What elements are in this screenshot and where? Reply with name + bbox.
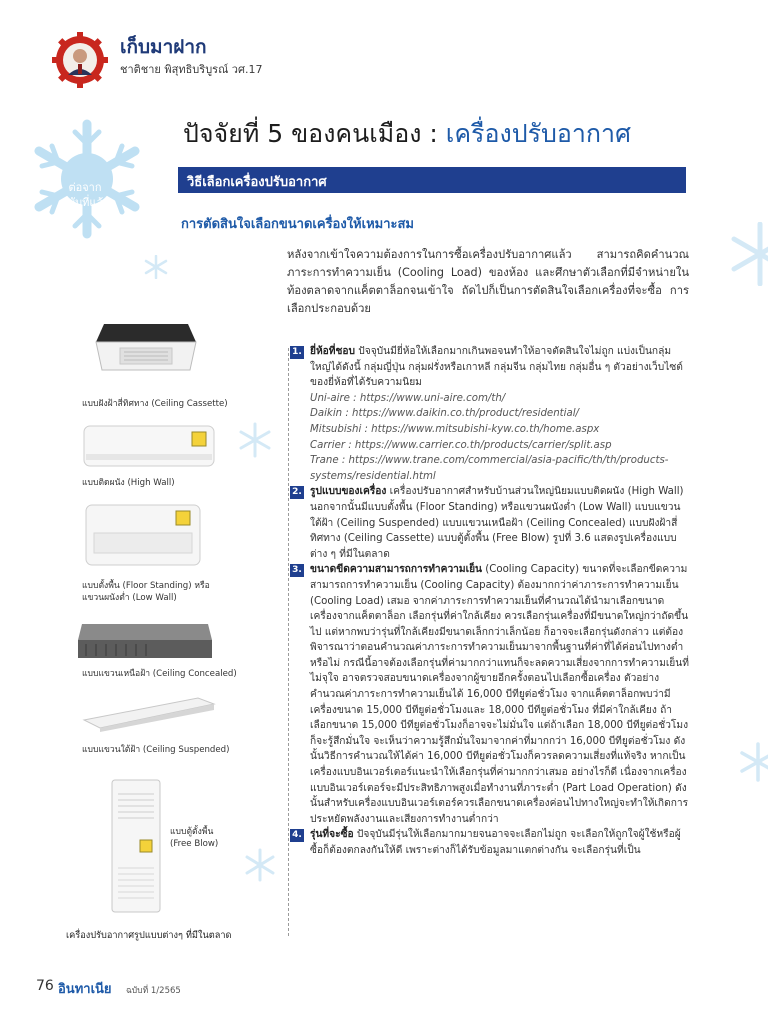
brand-link[interactable]: Mitsubishi : https://www.mitsubishi-kyw.co.th/home.aspx — [310, 423, 600, 435]
item-heading: รุ่นที่จะซื้อ — [310, 829, 354, 841]
snowflake-icon — [730, 222, 768, 286]
intro-paragraph: หลังจากเข้าใจความต้องการในการซื้อเครื่องปรับอากาศแล้ว สามารถคิดคำนวณภาระการทำความเย็น (Cooling Load) ของห้อง และศึกษาตัวเลือกที่มีจำหน่ายในท้องตลาดจากแค็ตตาล็อกจนเข้าใจ ถัดไปก็เป็นการตัดสินใจเลือกเครื่องที่จะซื้อ การเลือกประกอบด้วย — [287, 248, 689, 315]
ceiling-cassette-image — [90, 318, 202, 382]
page-title — [183, 114, 631, 154]
page-number: 76 — [36, 978, 54, 994]
unit-caption: แบบตู้ตั้งพื้น (Free Blow) — [170, 827, 219, 849]
item-text: ปัจจุบันมีรุ่นให้เลือกมากมายจนอาจจะเลือกไม่ถูก จะเลือกให้ถูกใจผู้ใช้หรือผู้ซื้อก็ต้องตกลงกันให้ดี เพราะต่างก็ได้รับข้อมูลมาแตกต่างกัน จะเลือกรุ่นที่เป็น — [310, 829, 681, 856]
ceiling-concealed-image — [76, 620, 216, 662]
avatar — [73, 49, 87, 63]
title-main: ปัจจัยที่ 5 ของคนเมือง : — [183, 119, 446, 148]
column-name: เก็บมาฝาก — [120, 36, 207, 58]
list-item — [290, 484, 690, 562]
issue-number: ฉบับที่ 1/2565 — [126, 986, 181, 996]
snowflake-icon — [28, 118, 146, 240]
ceiling-suspended-image — [78, 694, 218, 734]
snowflake-icon — [738, 742, 768, 782]
magazine-name: อินทาเนีย — [58, 982, 112, 997]
item-heading: รูปแบบของเครื่อง — [310, 486, 387, 498]
item-number: 2. — [290, 486, 304, 499]
snowflake-icon — [244, 848, 276, 882]
brand-link[interactable]: Carrier : https://www.carrier.co.th/products/carrier/split.asp — [310, 439, 612, 451]
author-name: ชาติชาย พิสุทธิบริบูรณ์ วศ.17 — [120, 63, 263, 76]
brand-link[interactable]: Trane : https://www.trane.com/commercial/asia-pacific/th/th/products-systems/residential.html — [310, 455, 669, 482]
item-text: (Cooling Capacity) ขนาดที่จะเลือกขีดความสามารถการทำความเย็น (Cooling Capacity) ต้องมากกว่าค่าภาระการทำความเย็น (Cooling Load) เสมอ จากค่าภาระการทำความเย็นที่คำนวณได้นำมาเลือกขนาดเครื่องจากแค็ตตาล็อก เลือกรุ่นที่ค่าใกล้เคียง ควรเลือกรุ่นเครื่องที่มีขนาดใหญ่กว่าถัดขึ้นไป แต่หากพบว่ารุ่นที่ใกล้เคียงมีขนาดเล็กกว่าเล็กน้อย ก็อาจจะเลือกรุ่นดังกล่าว แต่ต้องพิจารณาว่าตอนคำนวณค่าภาระการทำความเย็นมาจากพื้นฐานที่ค่าที่ได้ค่อนไปทางต่ำหรือไม่ กรณีนี้อาจต้องเลือกรุ่นที่ค่ามากกว่าแทนก็จะลดความเสี่ยงจากการทำความเย็นที่ไม่จุใจ อาจตรวจสอบขนาดเครื่องจากผู้ขายอีกครั้งตอนไปเลือกซื้อเครื่อง ตัวอย่างคำนวณค่าภาระการทำความเย็นได้ 16,000 บีทียูต่อชั่วโมง จากแค็ตตาล็อกพบว่ามีเครื่องขนาด 15,000 บีทียูต่อชั่วโมงและ 18,000 บีทียูต่อชั่วโมง ที่มีค่าใกล้เคียง ถ้าเลือกขนาด 15,000 บีทียูต่อชั่วโมงก็อาจจะไม่มั่นใจ แต่ถ้าเลือก 18,000 บีทียูต่อชั่วโมงก็จะรู้สึกมั่นใจ จะเห็นว่าความรู้สึกมั่นใจมาจากค่าที่มากกว่า 16,000 บีทียูต่อชั่วโมง ดังนั้นวิธีการคำนวณให้ได้ค่า 16,000 บีทียูต่อชั่วโมงก็ควรลดความเสี่ยงที่แท้จริง หากเป็นเครื่องแบบอินเวอร์เตอร์แนะนำให้เลือกรุ่นที่ค่ามากกว่าเสมอ อย่างไรก็ดี เนื่องจากเครื่องแบบอินเวอร์เตอร์จะมีประสิทธิภาพสูงเมื่อทำงานที่ภาระต่ำ (Part Load Operation) ดังนั้นสำหรับเครื่องแบบอินเวอร์เตอร์ควรเลือกขนาดเครื่องค่อนไปทางใหญ่จะทำให้เกิดการประหยัดพลังงานและเสียงการทำงานต่ำกว่า — [310, 564, 689, 825]
snowflake-icon — [238, 422, 272, 458]
high-wall-image — [82, 424, 216, 470]
unit-caption: แบบตั้งพื้น (Floor Standing) หรือ แขวนผนังต่ำ (Low Wall) — [82, 581, 210, 603]
numbered-list — [290, 344, 690, 859]
item-text: ปัจจุบันมียี่ห้อให้เลือกมากเกินพอจนทำให้อาจตัดสินใจไม่ถูก แบ่งเป็นกลุ่มใหญ่ได้ดังนี้ กลุ่มญี่ปุ่น กลุ่มฝรั่งหรือเกาหลี กลุ่มจีน กลุ่มไทย กลุ่มอื่น ๆ ตัวอย่างเว็บไซต์ของยี่ห้อที่ได้รับความนิยม — [310, 346, 683, 389]
unit-caption: แบบแขวนเหนือฝ้า (Ceiling Concealed) — [82, 669, 237, 679]
list-item — [290, 344, 690, 484]
unit-caption: แบบติดผนัง (High Wall) — [82, 478, 175, 488]
item-text: เครื่องปรับอากาศสำหรับบ้านส่วนใหญ่นิยมแบบติดผนัง (High Wall) นอกจากนั้นมีแบบตั้งพื้น (Floor Standing) หรือแขวนผนังต่ำ (Low Wall) แบบแขวนใต้ฝ้า (Ceiling Suspended) แบบแขวนเหนือฝ้า (Ceiling Concealed) แบบฝังฝ้าสี่ทิศทาง (Ceiling Cassette) แบบตู้ตั้งพื้น (Free Blow) รูปที่ 3.6 แสดงรูปเครื่องแบบต่าง ๆ ที่มีในตลาด — [310, 486, 684, 560]
item-number: 3. — [290, 564, 304, 577]
item-heading: ขนาดขีดความสามารถการทำความเย็น — [310, 564, 483, 576]
unit-caption: แบบฝังฝ้าสี่ทิศทาง (Ceiling Cassette) — [82, 399, 228, 409]
title-sub: เครื่องปรับอากาศ — [445, 119, 631, 148]
floor-standing-image — [84, 503, 202, 569]
unit-caption: แบบแขวนใต้ฝ้า (Ceiling Suspended) — [82, 745, 230, 755]
subheading: การตัดสินใจเลือกขนาดเครื่องให้เหมาะสม — [181, 217, 414, 232]
brand-link[interactable]: Daikin : https://www.daikin.co.th/product/residential/ — [310, 408, 579, 420]
item-number: 4. — [290, 829, 304, 842]
item-number: 1. — [290, 346, 304, 359]
brand-link[interactable]: Uni-aire : https://www.uni-aire.com/th/ — [310, 392, 506, 404]
column-divider — [288, 348, 289, 936]
section-title: วิธีเลือกเครื่องปรับอากาศ — [187, 175, 327, 190]
snowflake-icon — [144, 255, 168, 279]
free-blow-image — [110, 778, 162, 914]
list-item — [290, 827, 690, 858]
figure-caption: เครื่องปรับอากาศรูปแบบต่างๆ ที่มีในตลาด — [66, 930, 232, 941]
continuation-label: ต่อจาก ฉบับที่แล้ว — [60, 181, 110, 209]
list-item — [290, 562, 690, 827]
item-heading: ยี่ห้อที่ชอบ — [310, 346, 356, 357]
author-badge — [52, 32, 108, 88]
